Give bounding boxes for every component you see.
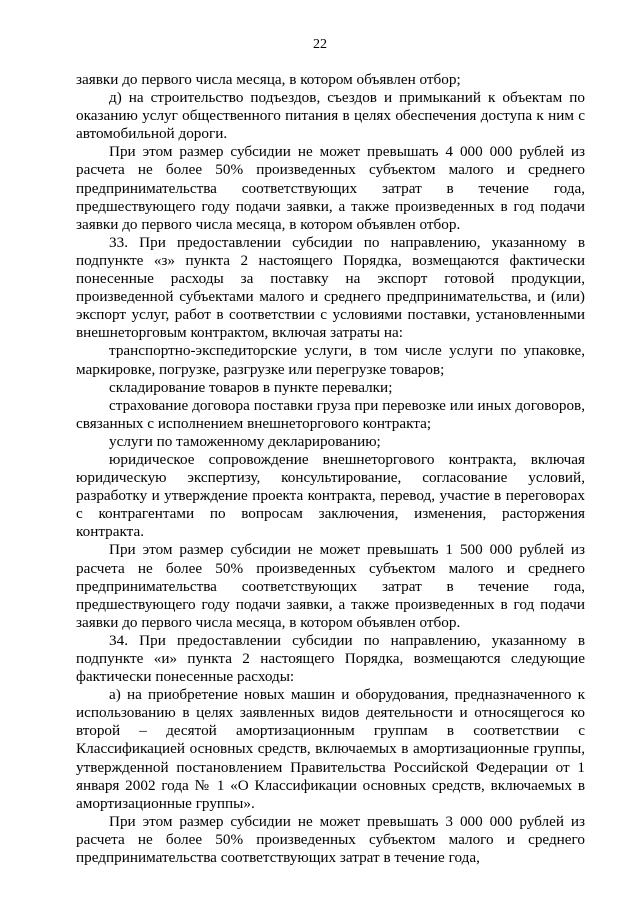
paragraph-expense-item: транспортно-экспедиторские услуги, в том числе услуги по упаковке, маркировке, погрузке, разгрузке или перегрузке товаров; xyxy=(76,342,585,378)
paragraph-item-a: а) на приобретение новых машин и оборудования, предназначенного к использованию в целях заявленных видов деятельности и относящегося ко второй – десятой амортизационным группам в соответствии с Классификацией основных средств, включаемых в амортизационные группы, утвержденной постановлением Правительства Российской Федерации от 1 января 2002 года № 1 «О Классификации основных средств, включаемых в амортизационные группы». xyxy=(76,686,585,812)
paragraph-expense-item: складирование товаров в пункте перевалки; xyxy=(109,378,393,396)
paragraph-continuation: заявки до первого числа месяца, в котором объявлен отбор; xyxy=(76,71,461,88)
paragraph-expense-item: юридическое сопровождение внешнеторгового контракта, включая юридическую экспертизу, консультирование, согласование условий, разработку и утверждение проекта контракта, перевод, участие в переговорах с контрагентами по вопросам заключения, изменения, расторжения контракта. xyxy=(76,450,585,541)
page-number: 22 xyxy=(313,37,327,52)
paragraph-expense-item: страхование договора поставки груза при перевозке или иных договоров, связанных с исполнением внешнеторгового контракта; xyxy=(76,396,585,432)
paragraph-subsidy-limit: При этом размер субсидии не может превышать 4 000 000 рублей из расчета не более 50% произведенных субъектом малого и среднего предпринимательства соответствующих затрат в течение года, предшествующего году подачи заявки, а также произведенных в год подачи заявки до первого числа месяца, в котором объявлен отбор. xyxy=(76,143,585,233)
paragraph-section-34: 34. При предоставлении субсидии по направлению, указанному в подпункте «и» пункта 2 настоящего Порядка, возмещаются следующие фактически понесенные расходы: xyxy=(76,631,585,686)
paragraph-expense-item: услуги по таможенному декларированию; xyxy=(109,432,381,450)
paragraph-subsidy-limit: При этом размер субсидии не может превышать 1 500 000 рублей из расчета не более 50% произведенных субъектом малого и среднего предпринимательства соответствующих затрат в течение года, предшествующего году подачи заявки, а также произведенных в год подачи заявки до первого числа месяца, в котором объявлен отбор. xyxy=(76,541,585,631)
paragraph-item-d: д) на строительство подъездов, съездов и примыканий к объектам по оказанию услуг общественного питания в целях обеспечения доступа к ним с автомобильной дороги. xyxy=(76,89,585,143)
paragraph-section-33: 33. При предоставлении субсидии по направлению, указанному в подпункте «з» пункта 2 настоящего Порядка, возмещаются фактически понесенные расходы за поставку на экспорт готовой продукции, произведенной субъектами малого и среднего предпринимательства, и (или) экспорт услуг, работ в соответствии с условиями поставки, установленными внешнеторговым контрактом, включая затраты на: xyxy=(76,233,585,342)
paragraph-subsidy-limit: При этом размер субсидии не может превышать 3 000 000 рублей из расчета не более 50% произведенных субъектом малого и среднего предпринимательства соответствующих затрат в течение года, xyxy=(76,812,585,867)
document-body xyxy=(76,71,585,867)
